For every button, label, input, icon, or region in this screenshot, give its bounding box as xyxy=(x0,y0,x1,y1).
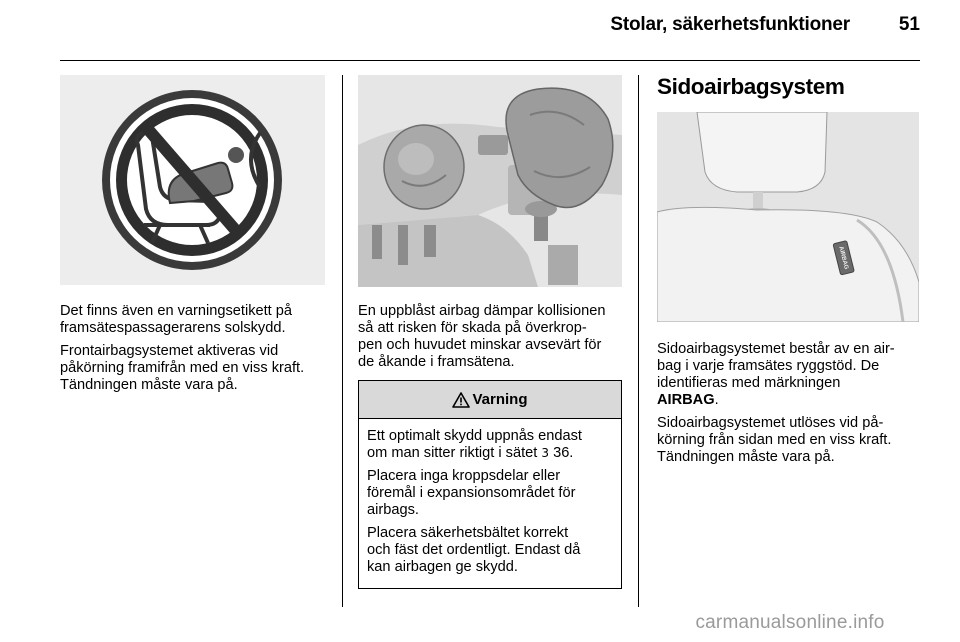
warning-paragraph-body-parts: Placera inga kroppsdelar eller föremål i expansionsområdet för airbags. xyxy=(367,468,576,518)
header-rule xyxy=(60,60,920,61)
paragraph-airbag-dampens-collision: En uppblåst airbag dämpar kollisionen så att risken för skada på överkrop- pen och huvudet minskar avsevärt för de åkande i framsätena. xyxy=(358,303,606,370)
column-divider-left xyxy=(342,75,343,607)
section-heading-side-airbag: Sidoairbagsystem xyxy=(657,74,845,99)
airbag-tag-label: AIRBAG xyxy=(837,245,849,271)
page-reference-arrow-icon[interactable]: 3 xyxy=(541,446,550,460)
column3-text xyxy=(657,341,932,472)
paragraph-side-airbag-deploys: Sidoairbagsystemet utlöses vid på- körning från sidan med en viss kraft. Tändningen måste vara på. xyxy=(657,415,892,465)
airbag-marking-word: AIRBAG xyxy=(657,392,715,408)
column1-text xyxy=(60,303,335,400)
watermark: carmanualsonline.info xyxy=(695,612,885,633)
column-divider-right xyxy=(638,75,639,607)
warning-paragraph-optimal-protection: Ett optimalt skydd uppnås endast om man sitter riktigt i sätet 3 36. xyxy=(367,428,582,461)
warning-title: Varning xyxy=(472,391,528,408)
page-number: 51 xyxy=(898,14,920,35)
paragraph-sun-visor-label: Det finns även en varningsetikett på framsätespassagerarens solskydd. xyxy=(60,303,293,336)
warning-header xyxy=(359,381,621,419)
column2-text xyxy=(358,303,638,377)
paragraph-side-airbag-system: Sidoairbagsystemet består av en air- bag i varje framsätes ryggstöd. De identifieras med märkningen AIRBAG. xyxy=(657,341,895,408)
running-header-title: Stolar, säkerhetsfunktioner xyxy=(610,14,850,35)
page-reference-number[interactable]: 36. xyxy=(553,445,574,461)
warning-box xyxy=(358,380,622,589)
no-child-seat-in-front-prohibition-icon xyxy=(60,75,325,285)
warning-triangle-icon xyxy=(452,392,470,408)
no-child-seat-figure xyxy=(60,75,325,285)
inflated-front-airbags-icon xyxy=(358,75,622,287)
seat-backrest-airbag-label-icon xyxy=(657,112,919,322)
side-airbag-figure xyxy=(657,112,919,322)
warning-paragraph-seat-belt: Placera säkerhetsbältet korrekt och fäst det ordentligt. Endast då kan airbagen ge skydd. xyxy=(367,525,581,575)
paragraph-front-airbag-activation: Frontairbagsystemet aktiveras vid påkörning framifrån med en viss kraft. Tändningen måste vara på. xyxy=(60,343,305,393)
warning-body xyxy=(359,419,621,576)
inflated-airbags-figure xyxy=(358,75,622,287)
